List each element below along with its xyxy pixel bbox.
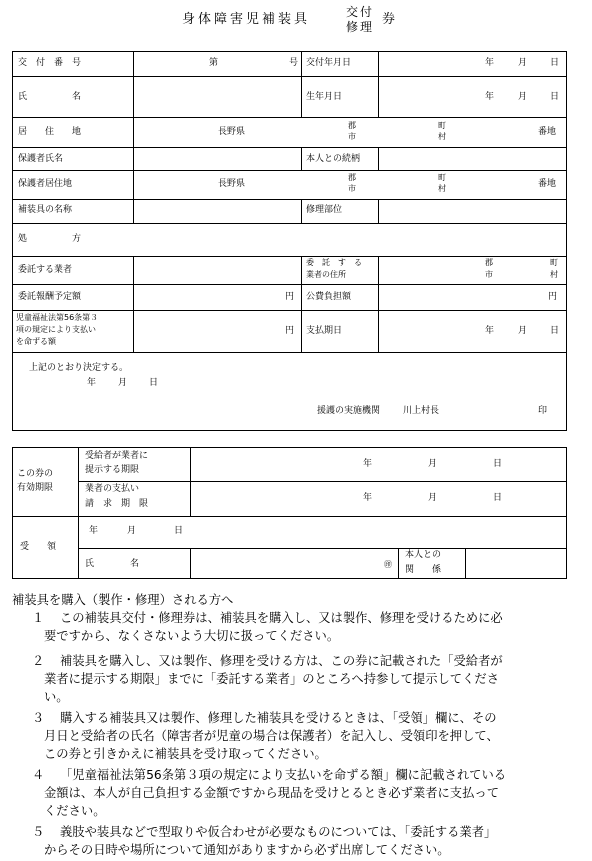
label-itaku-addr-2: 業者の住所 <box>306 270 346 279</box>
itaku-shi: 市 <box>485 270 493 279</box>
label-itaku-fee: 委託報酬予定額 <box>18 292 82 302</box>
label-payment-date: 支払期日 <box>306 326 343 336</box>
label-relation: 本人との続柄 <box>306 154 361 164</box>
hogosha-mura: 村 <box>438 184 446 193</box>
koufu-day: 日 <box>550 58 560 68</box>
hogosha-gun: 郡 <box>348 173 356 182</box>
kyojuchi-field[interactable] <box>134 118 566 147</box>
note-2-line-2: 業者に提示する期限」までに「委託する業者」のところへ持参して提示してくださ <box>44 672 499 686</box>
koufu-date-field[interactable] <box>379 52 566 76</box>
title-suffix: 券 <box>382 12 396 27</box>
title-main: 身体障害児補装具 <box>182 12 311 27</box>
decision-year: 年 <box>87 378 97 388</box>
present-label-2: 提示する期限 <box>85 465 140 475</box>
note-1-line-1: この補装具交付・修理券は、補装具を購入し、又は製作、修理を受けるために必 <box>60 611 503 625</box>
koufu-bangou-field[interactable] <box>134 52 300 76</box>
itaku-mura: 村 <box>550 270 558 279</box>
title-alt-bottom: 修理 <box>346 20 375 34</box>
kyojuchi-shi: 市 <box>348 132 356 141</box>
note-3-number: ３ <box>32 711 45 725</box>
label-koufu-date: 交付年月日 <box>306 58 352 68</box>
note-1-line-2: 要ですから、なくさないよう大切に扱ってください。 <box>44 629 340 643</box>
decision-day: 日 <box>149 378 159 388</box>
label-hogosha-name: 保護者氏名 <box>18 154 64 164</box>
itaku-fee-field[interactable] <box>134 285 300 310</box>
note-4-line-1: 「児童福祉法第56条第３項の規定により支払いを命ずる額」欄に記載されている <box>60 768 507 782</box>
label-repair-part: 修理部位 <box>306 205 343 215</box>
relation-field[interactable] <box>379 148 566 170</box>
claim-label-1: 業者の支払い <box>85 484 140 494</box>
agency-name: 川上村長 <box>403 406 440 416</box>
label-gou: 号 <box>289 58 299 68</box>
public-burden-field[interactable] <box>379 285 566 310</box>
agency-seal: 印 <box>538 406 548 416</box>
device-name-field[interactable] <box>134 200 300 223</box>
label-birth: 生年月日 <box>306 92 343 102</box>
itaku-gyosha-field[interactable] <box>134 257 300 284</box>
claim-label-2: 請 求 期 限 <box>85 499 149 509</box>
kyojuchi-prefecture: 長野県 <box>218 127 246 137</box>
receipt-name-field[interactable] <box>191 549 397 579</box>
note-4-line-2: 金額は、本人が自己負担する金額ですから現品を受けとるとき必ず業者に支払って <box>44 786 499 800</box>
validity-label-2: 有効期限 <box>17 483 54 493</box>
itaku-fee-yen: 円 <box>285 292 295 302</box>
receipt-name-label: 氏 名 <box>85 559 140 569</box>
note-3-line-1: 購入する補装具又は製作、修理した補装具を受けるときは、「受領」欄に、その <box>60 711 497 725</box>
label-jidou-2: 項の規定により支払い <box>16 325 96 334</box>
claim-year: 年 <box>363 493 373 503</box>
kyojuchi-banchi: 番地 <box>538 127 557 137</box>
title-alt-top: 交付 <box>346 5 375 19</box>
label-kyojuchi: 居 住 地 <box>18 127 82 137</box>
repair-part-field[interactable] <box>379 200 566 223</box>
birth-date-field[interactable] <box>379 77 566 117</box>
claim-month: 月 <box>428 493 438 503</box>
self-relation-label-2: 関 係 <box>405 565 442 575</box>
birth-month: 月 <box>518 92 528 102</box>
present-label-1: 受給者が業者に <box>85 451 149 461</box>
receipt-month: 月 <box>127 526 137 536</box>
label-itaku-addr-1: 委 託 す る <box>306 258 362 267</box>
label-public-burden: 公費負担額 <box>306 292 352 302</box>
note-3-line-3: この券と引きかえに補装具を受け取ってください。 <box>44 747 327 761</box>
kyojuchi-mura: 村 <box>438 132 446 141</box>
self-relation-field[interactable] <box>466 549 566 579</box>
note-2-line-3: い。 <box>44 690 69 704</box>
present-year: 年 <box>363 459 373 469</box>
itaku-addr-field[interactable] <box>379 257 566 284</box>
agency-label: 援護の実施機関 <box>317 406 381 416</box>
note-5-number: ５ <box>32 825 45 839</box>
birth-day: 日 <box>550 92 560 102</box>
present-day: 日 <box>493 459 503 469</box>
receipt-day: 日 <box>174 526 184 536</box>
note-5-line-2: からその日時や場所について通知がありますから必ず出席してください。 <box>44 843 450 857</box>
validity-label-1: この券の <box>17 469 54 479</box>
hogosha-name-field[interactable] <box>134 148 300 170</box>
public-burden-yen: 円 <box>548 292 558 302</box>
receipt-seal-mark: ㊞ <box>384 560 392 569</box>
birth-year: 年 <box>485 92 495 102</box>
claim-deadline-field[interactable] <box>191 482 566 516</box>
koufu-month: 月 <box>518 58 528 68</box>
label-device-name: 補装具の名称 <box>18 205 73 215</box>
note-4-line-3: ください。 <box>44 804 106 818</box>
label-jidou-1: 児童福祉法第56条第３ <box>16 313 99 322</box>
note-4-number: ４ <box>32 768 45 782</box>
payment-month: 月 <box>518 326 528 336</box>
itaku-machi: 町 <box>550 258 558 267</box>
jidou-yen: 円 <box>285 326 295 336</box>
present-deadline-field[interactable] <box>191 448 566 481</box>
hogosha-banchi: 番地 <box>538 179 557 189</box>
decision-text: 上記のとおり決定する。 <box>29 363 129 373</box>
note-2-line-1: 補装具を購入し、又は製作、修理を受ける方は、この券に記載された「受給者が <box>60 654 503 668</box>
self-relation-label-1: 本人との <box>405 550 442 560</box>
kyojuchi-machi: 町 <box>438 121 446 130</box>
note-3-line-2: 月日と受給者の氏名（障害者が児童の場合は保護者）を記入し、受領印を押して、 <box>44 729 499 743</box>
label-hogosha-addr: 保護者居住地 <box>18 179 73 189</box>
shohou-field[interactable] <box>134 224 566 256</box>
payment-year: 年 <box>485 326 495 336</box>
label-shimei: 氏 名 <box>18 92 82 102</box>
label-koufu-bangou: 交 付 番 号 <box>18 58 82 68</box>
payment-date-field[interactable] <box>379 311 566 352</box>
kyojuchi-gun: 郡 <box>348 121 356 130</box>
payment-day: 日 <box>550 326 560 336</box>
hogosha-machi: 町 <box>438 173 446 182</box>
note-2-number: ２ <box>32 654 45 668</box>
present-month: 月 <box>428 459 438 469</box>
hogosha-prefecture: 長野県 <box>218 179 246 189</box>
claim-day: 日 <box>493 493 503 503</box>
label-dai: 第 <box>209 58 219 68</box>
hogosha-addr-field[interactable] <box>134 171 566 199</box>
label-jidou-3: を命ずる額 <box>16 337 56 346</box>
jidou-amount-field[interactable] <box>134 311 300 352</box>
receipt-date-field[interactable] <box>79 517 566 548</box>
note-5-line-1: 義肢や装具などで型取りや仮合わせが必要なものについては、「委託する業者」 <box>60 825 497 839</box>
label-itaku-gyosha: 委託する業者 <box>18 265 73 275</box>
label-shohou: 処 方 <box>18 234 82 244</box>
itaku-gun: 郡 <box>485 258 493 267</box>
decision-month: 月 <box>118 378 128 388</box>
hogosha-shi: 市 <box>348 184 356 193</box>
receipt-label: 受 領 <box>20 542 57 552</box>
notes-heading: 補装具を購入（製作・修理）される方へ <box>12 593 234 607</box>
receipt-year: 年 <box>89 526 99 536</box>
note-1-number: １ <box>32 611 45 625</box>
koufu-year: 年 <box>485 58 495 68</box>
shimei-field[interactable] <box>134 77 300 117</box>
